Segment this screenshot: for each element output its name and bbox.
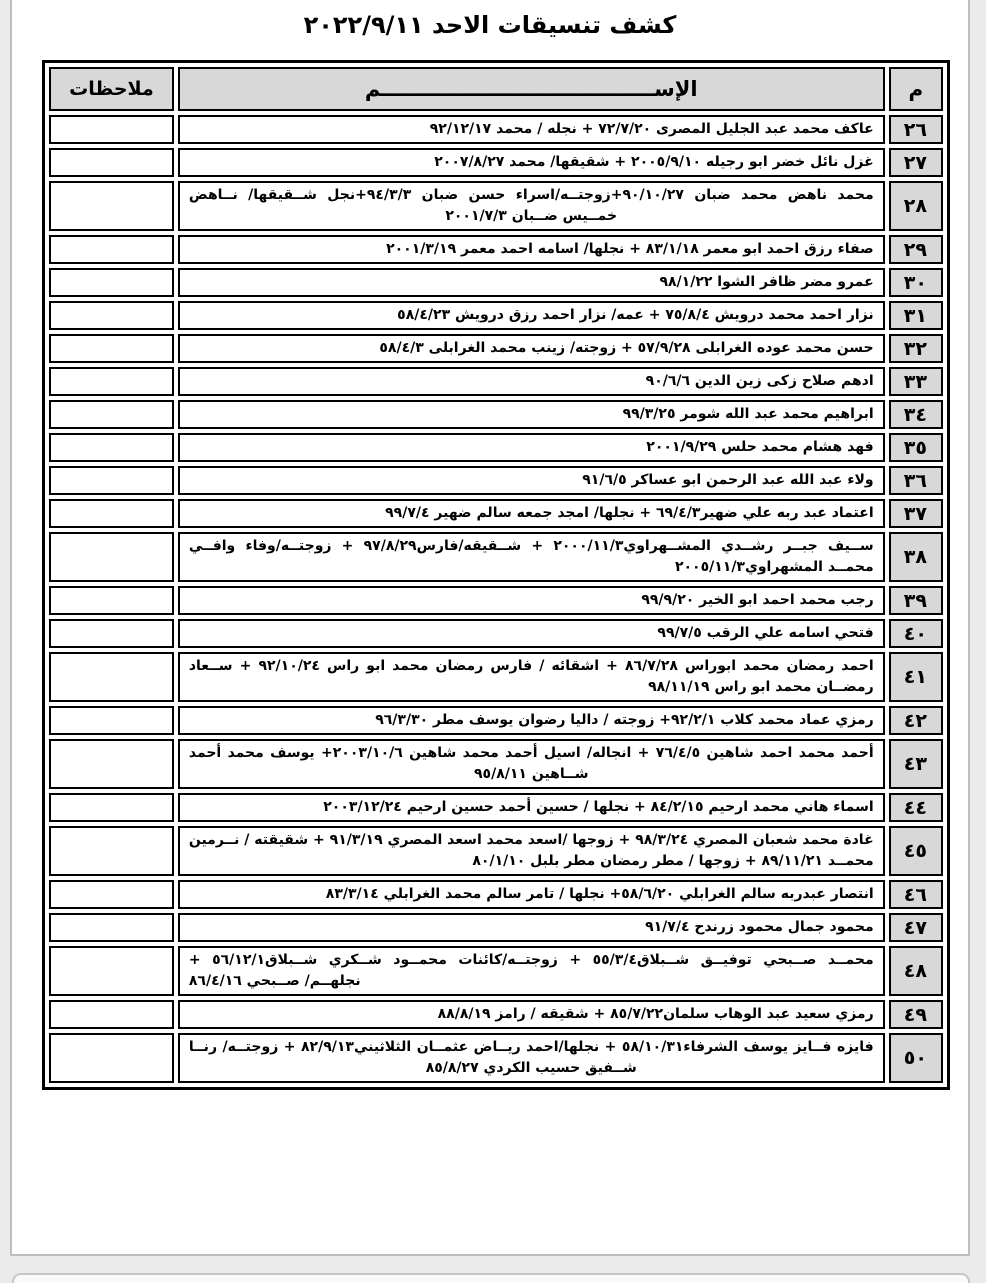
table-header [49,67,943,111]
table-row [49,148,943,177]
row-notes-cell [49,367,174,396]
row-notes-cell [49,499,174,528]
table-row [49,466,943,495]
row-serial-cell: ٣٧ [889,499,943,528]
row-serial-cell: ٣٩ [889,586,943,615]
row-name-cell: غزل نائل خضر ابو رجيله ٢٠٠٥/٩/١٠ + شقيقها/ محمد ٢٠٠٧/٨/٢٧ [178,148,885,177]
table-row [49,1033,943,1083]
row-notes-cell [49,433,174,462]
row-notes-cell [49,235,174,264]
row-serial-cell: ٤٩ [889,1000,943,1029]
table-row [49,268,943,297]
row-name-cell: ابراهيم محمد عبد الله شومر ٩٩/٣/٢٥ [178,400,885,429]
row-name-cell: حسن محمد عوده الغرابلى ٥٧/٩/٢٨ + زوجته/ زينب محمد الغرابلى ٥٨/٤/٣ [178,334,885,363]
row-name-cell: محمود جمال محمود زرندح ٩١/٧/٤ [178,913,885,942]
row-name-cell: عمرو مضر ظافر الشوا ٩٨/١/٢٢ [178,268,885,297]
next-page-edge [12,1273,970,1283]
row-name-cell: احمد رمضان محمد ابوراس ٨٦/٧/٢٨ + اشقائه / فارس رمضان محمد ابو راس ٩٢/١٠/٢٤ + ســعاد رمضــان محمد ابو راس ٩٨/١١/١٩ [178,652,885,702]
row-notes-cell [49,466,174,495]
row-name-cell: ســيف جبــر رشــدي المشــهراوي٢٠٠٠/١١/٣ + شــقيقه/فارس٩٧/٨/٢٩ + زوجتــه/وفاء وافــي محمــد المشهراوي٢٠٠٥/١١/٣ [178,532,885,582]
table-row [49,1000,943,1029]
row-notes-cell [49,334,174,363]
table-row [49,301,943,330]
table-row [49,793,943,822]
table-row [49,334,943,363]
row-serial-cell: ٢٦ [889,115,943,144]
table-row [49,181,943,231]
row-serial-cell: ٤٦ [889,880,943,909]
column-header-name: الإســــــــــــــــــــــــــــــــــــــم [178,67,885,111]
column-header-serial: م [889,67,943,111]
row-serial-cell: ٣٨ [889,532,943,582]
row-name-cell: محمد ناهض محمد ضبان ٩٠/١٠/٢٧+زوجتــه/اسراء حسن ضبان ٩٤/٣/٣+نجل شــقيقها/ نــاهض خمــيس ضــبان ٢٠٠١/٧/٣ [178,181,885,231]
table-row [49,235,943,264]
row-notes-cell [49,946,174,996]
page-title: كشف تنسيقات الاحد ٢٠٢٢/٩/١١ [303,11,677,39]
table-row [49,433,943,462]
row-serial-cell: ٤٥ [889,826,943,876]
row-serial-cell: ٢٩ [889,235,943,264]
header-row [49,67,943,111]
row-serial-cell: ٤٠ [889,619,943,648]
table-row [49,826,943,876]
row-notes-cell [49,400,174,429]
row-serial-cell: ٣٤ [889,400,943,429]
table-row [49,400,943,429]
row-notes-cell [49,619,174,648]
table-row [49,499,943,528]
row-serial-cell: ٤١ [889,652,943,702]
row-serial-cell: ٣٠ [889,268,943,297]
row-name-cell: أحمد محمد احمد شاهين ٧٦/٤/٥ + انجاله/ اسيل أحمد محمد شاهين ٢٠٠٣/١٠/٦+ يوسف محمد أحمد شــاهين ٩٥/٨/١١ [178,739,885,789]
row-notes-cell [49,148,174,177]
row-notes-cell [49,793,174,822]
table-row [49,913,943,942]
table-row [49,652,943,702]
row-serial-cell: ٤٤ [889,793,943,822]
row-name-cell: انتصار عبدربه سالم الغرابلي ٥٨/٦/٢٠+ نجلها / تامر سالم محمد الغرابلي ٨٣/٣/١٤ [178,880,885,909]
table-row [49,367,943,396]
row-serial-cell: ٣٦ [889,466,943,495]
table-row [49,532,943,582]
row-serial-cell: ٢٨ [889,181,943,231]
table-row [49,586,943,615]
row-name-cell: فايزه فــايز يوسف الشرفاء٥٨/١٠/٣١ + نجلها/احمد ريــاض عثمــان الثلاثيني٨٢/٩/١٣ + زوجتــه/ رنــا شــفيق حسيب الكردي ٨٥/٨/٢٧ [178,1033,885,1083]
row-serial-cell: ٣١ [889,301,943,330]
row-name-cell: اسماء هاني محمد ارحيم ٨٤/٢/١٥ + نجلها / حسين أحمد حسين ارحيم ٢٠٠٣/١٢/٢٤ [178,793,885,822]
row-notes-cell [49,268,174,297]
row-name-cell: ادهم صلاح زكى زين الدين ٩٠/٦/٦ [178,367,885,396]
column-header-notes: ملاحظات [49,67,174,111]
row-serial-cell: ٤٢ [889,706,943,735]
row-serial-cell: ٣٢ [889,334,943,363]
row-name-cell: فهد هشام محمد حلس ٢٠٠١/٩/٢٩ [178,433,885,462]
row-notes-cell [49,1033,174,1083]
row-notes-cell [49,652,174,702]
table-row [49,946,943,996]
row-serial-cell: ٤٧ [889,913,943,942]
table-row [49,739,943,789]
row-name-cell: غادة محمد شعبان المصري ٩٨/٣/٢٤ + زوجها /اسعد محمد اسعد المصري ٩١/٣/١٩ + شقيقته / نــرمين محمــد ٨٩/١١/٢١ + زوجها / مطر رمضان مطر بلبل ٨٠/١/١٠ [178,826,885,876]
row-serial-cell: ٣٥ [889,433,943,462]
row-notes-cell [49,301,174,330]
row-name-cell: اعتماد عبد ربه علي ضهير٦٩/٤/٣ + نجلها/ امجد جمعه سالم ضهير ٩٩/٧/٤ [178,499,885,528]
row-name-cell: رمزي عماد محمد كلاب ٩٢/٢/١+ زوجته / داليا رضوان يوسف مطر ٩٦/٣/٣٠ [178,706,885,735]
row-notes-cell [49,706,174,735]
row-name-cell: عاكف محمد عبد الجليل المصرى ٧٢/٧/٢٠ + نجله / محمد ٩٢/١٢/١٧ [178,115,885,144]
row-serial-cell: ٢٧ [889,148,943,177]
row-serial-cell: ٤٨ [889,946,943,996]
row-notes-cell [49,913,174,942]
row-serial-cell: ٤٣ [889,739,943,789]
table-body [49,115,943,1083]
row-notes-cell [49,739,174,789]
table-row [49,619,943,648]
row-serial-cell: ٥٠ [889,1033,943,1083]
row-name-cell: ولاء عبد الله عبد الرحمن ابو عساكر ٩١/٦/٥ [178,466,885,495]
scanned-page [10,0,970,1256]
row-notes-cell [49,1000,174,1029]
table-row [49,706,943,735]
row-notes-cell [49,826,174,876]
row-name-cell: محمــد صــبحي توفيــق شــبلاق٥٥/٣/٤ + زوجتــه/كائنات محمــود شــكري شــبلاق٥٦/١٢/١ + نجلهــم/ صــبحي ٨٦/٤/١٦ [178,946,885,996]
row-name-cell: رجب محمد احمد ابو الخير ٩٩/٩/٢٠ [178,586,885,615]
row-notes-cell [49,115,174,144]
row-name-cell: صفاء رزق احمد ابو معمر ٨٣/١/١٨ + نجلها/ اسامه احمد معمر ٢٠٠١/٣/١٩ [178,235,885,264]
row-name-cell: نزار احمد محمد درويش ٧٥/٨/٤ + عمه/ نزار احمد رزق درويش ٥٨/٤/٢٣ [178,301,885,330]
coordination-table [42,60,950,1090]
row-notes-cell [49,532,174,582]
table-row [49,115,943,144]
row-notes-cell [49,181,174,231]
row-notes-cell [49,880,174,909]
row-name-cell: رمزي سعيد عبد الوهاب سلمان٨٥/٧/٢٢ + شقيقه / رامز ٨٨/٨/١٩ [178,1000,885,1029]
row-notes-cell [49,586,174,615]
table-row [49,880,943,909]
row-name-cell: فتحي اسامه علي الرقب ٩٩/٧/٥ [178,619,885,648]
row-serial-cell: ٣٣ [889,367,943,396]
